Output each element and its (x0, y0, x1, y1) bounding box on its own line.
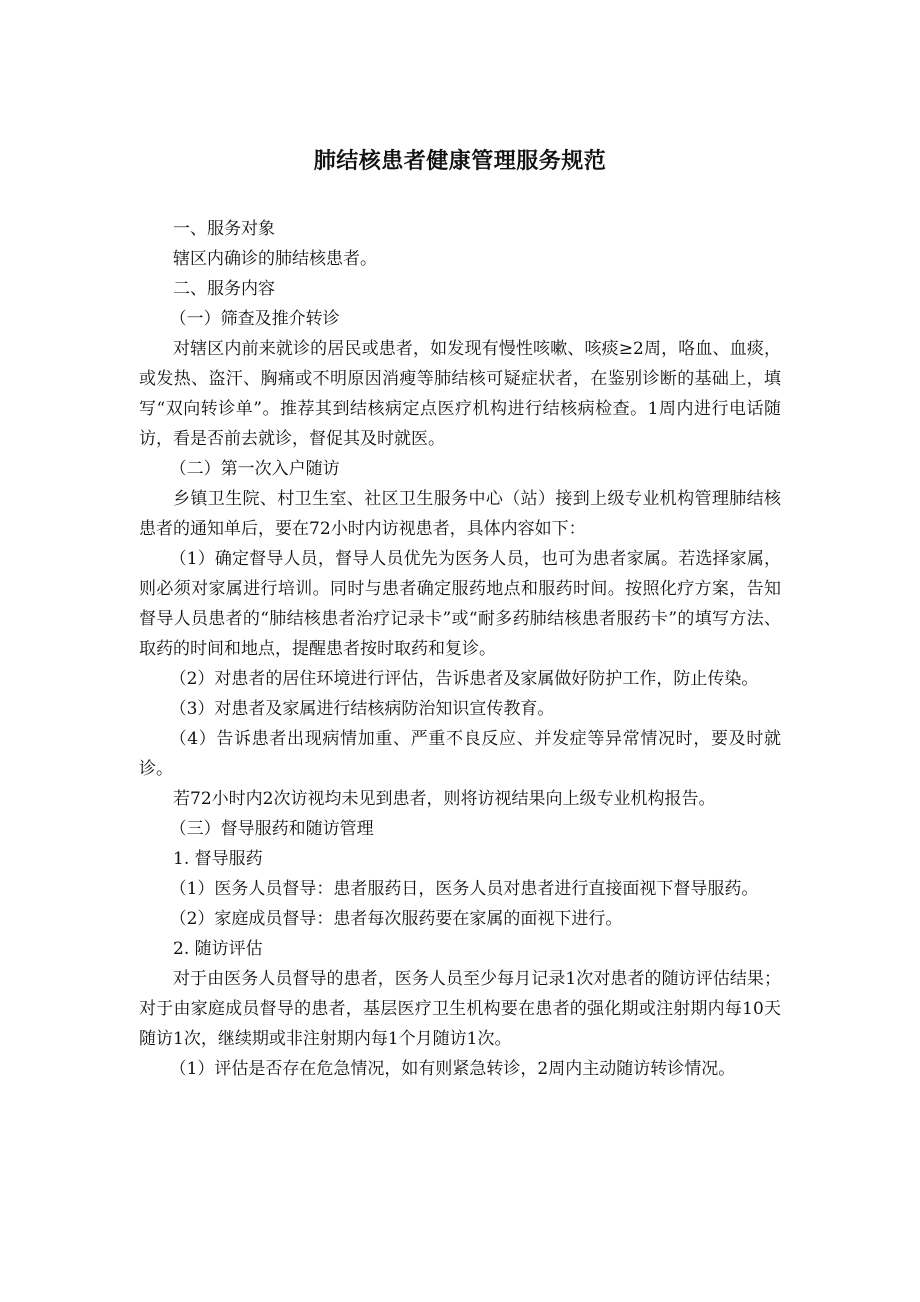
numbered-heading: 1. 督导服药 (173, 849, 263, 869)
list-item: （2）对患者的居住环境进行评估，告诉患者及家属做好防护工作，防止传染。 (169, 669, 759, 689)
section-heading: 一、服务对象 (173, 219, 275, 239)
paragraph: 对辖区内前来就诊的居民或患者，如发现有慢性咳嗽、咳痰≥2周，咯血、血痰，或发热、盗汗、胸痛或不明原因消瘦等肺结核可疑症状者，在鉴别诊断的基础上，填写“双向转诊单”。推荐其到结核病定点医疗机构进行结核病检查。1周内进行电话随访，看是否前去就诊，督促其及时就医。 (139, 339, 781, 449)
list-item: （2）家庭成员督导：患者每次服药要在家属的面视下进行。 (169, 909, 623, 929)
document-body (139, 214, 781, 1084)
list-item: （3）对患者及家属进行结核病防治知识宣传教育。 (169, 699, 555, 719)
paragraph: 对于由医务人员督导的患者，医务人员至少每月记录1次对患者的随访评估结果；对于由家庭成员督导的患者，基层医疗卫生机构要在患者的强化期或注射期内每10天随访1次，继续期或非注射期内每1个月随访1次。 (139, 969, 781, 1049)
list-item: （4）告诉患者出现病情加重、严重不良反应、并发症等异常情况时，要及时就诊。 (139, 729, 781, 779)
subsection-heading: （三）督导服药和随访管理 (169, 819, 374, 839)
list-item: （1）医务人员督导：患者服药日，医务人员对患者进行直接面视下督导服药。 (169, 879, 759, 899)
list-item: （1）确定督导人员，督导人员优先为医务人员，也可为患者家属。若选择家属，则必须对家属进行培训。同时与患者确定服药地点和服药时间。按照化疗方案，告知督导人员患者的“肺结核患者治疗记录卡”或“耐多药肺结核患者服药卡”的填写方法、取药的时间和地点，提醒患者按时取药和复诊。 (139, 549, 781, 659)
document-title: 肺结核患者健康管理服务规范 (313, 149, 607, 174)
subsection-heading: （二）第一次入户随访 (169, 459, 340, 479)
section-heading: 二、服务内容 (173, 279, 275, 299)
paragraph: 若72小时内2次访视均未见到患者，则将访视结果向上级专业机构报告。 (173, 789, 716, 809)
subsection-heading: （一）筛查及推介转诊 (169, 309, 340, 329)
paragraph: 辖区内确诊的肺结核患者。 (173, 249, 377, 269)
paragraph: 乡镇卫生院、村卫生室、社区卫生服务中心（站）接到上级专业机构管理肺结核患者的通知单后，要在72小时内访视患者，具体内容如下： (139, 489, 781, 539)
list-item: （1）评估是否存在危急情况，如有则紧急转诊，2周内主动随访转诊情况。 (169, 1059, 736, 1079)
numbered-heading: 2. 随访评估 (173, 939, 263, 959)
